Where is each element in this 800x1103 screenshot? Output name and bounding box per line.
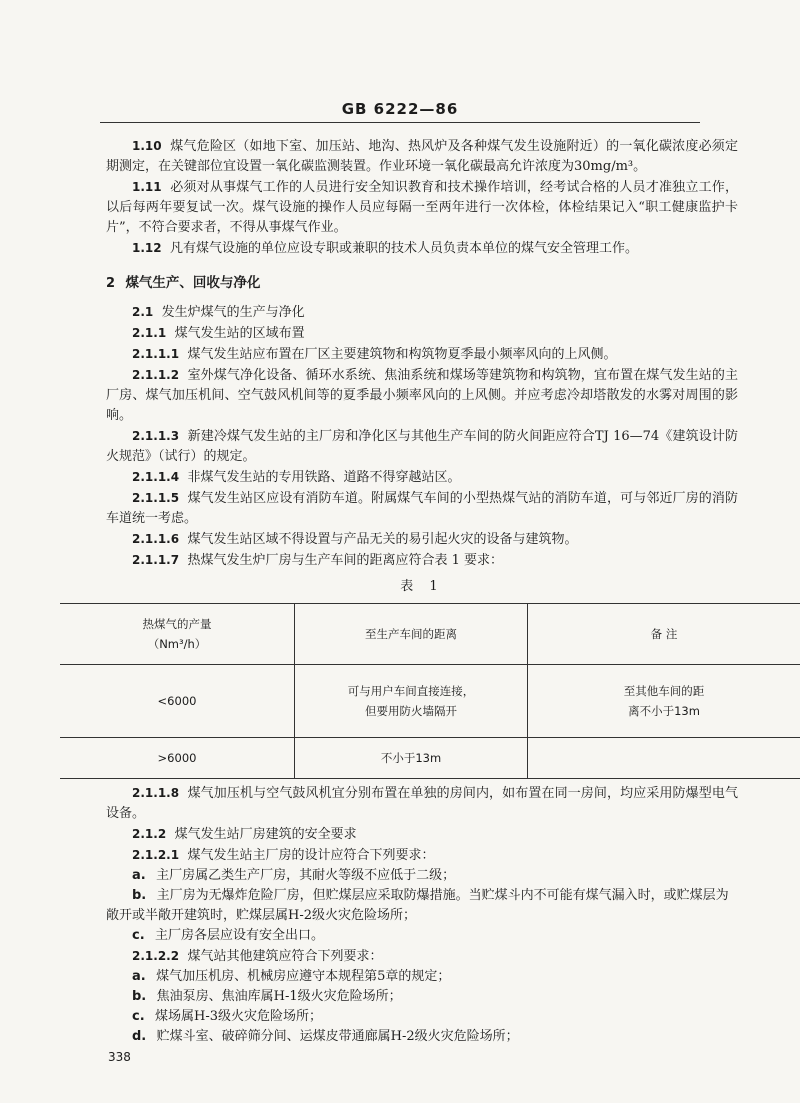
clause-2-1-1: 2.1.1 煤气发生站的区域布置: [132, 326, 305, 341]
header-rule: [100, 122, 700, 123]
clause-1-12: 1.12 凡有煤气设施的单位应设专职或兼职的技术人员负责本单位的煤气安全管理工作。: [132, 241, 639, 256]
table-cell-remarks: 至其他车间的距 离不小于13m: [528, 665, 800, 738]
clause-2-1-2-2: 2.1.2.2 煤气站其他建筑应符合下列要求：: [132, 949, 383, 964]
clause-2-1-1-2: 2.1.1.2 室外煤气净化设备、循环水系统、焦油系统和煤场等建筑物和构筑物，宜布置在煤气发生站的主厂房、煤气加压机间、空气鼓风机间等的夏季最小频率风向的上风侧。并应考虑冷却塔散发的水雾对周围的影响。: [106, 368, 738, 423]
list-item: a. 主厂房属乙类生产厂房，其耐火等级不应低于二级；: [132, 868, 456, 883]
table-cell-remarks: [528, 738, 800, 779]
list-item: c. 主厂房各层应设有安全出口。: [132, 928, 325, 943]
clause-2-1-2: 2.1.2 煤气发生站厂房建筑的安全要求: [132, 827, 357, 842]
page-number: 338: [108, 1050, 131, 1064]
list-item: c. 煤场属H-3级火灾危险场所；: [132, 1009, 323, 1024]
list-item: b. 主厂房为无爆炸危险厂房，但贮煤层应采取防爆措施。当贮煤斗内不可能有煤气漏入时，或贮煤层为敞开或半敞开建筑时，贮煤层属H-2级火灾危险场所；: [106, 888, 729, 923]
clause-1-10: 1.10 煤气危险区（如地下室、加压站、地沟、热风炉及各种煤气发生设施附近）的一氧化碳浓度必须定期测定，在关键部位宜设置一氧化碳监测装置。作业环境一氧化碳最高允许浓度为30mg/m³。: [106, 139, 738, 174]
clause-2-1-1-4: 2.1.1.4 非煤气发生站的专用铁路、道路不得穿越站区。: [132, 470, 461, 485]
table-row: [60, 738, 800, 779]
standard-header: GB 6222—86: [341, 100, 459, 118]
clause-2-1-1-3: 2.1.1.3 新建冷煤气发生站的主厂房和净化区与其他生产车间的防火间距应符合TJ 16—74《建筑设计防火规范》（试行）的规定。: [106, 429, 738, 464]
list-item: a. 煤气加压机房、机械房应遵守本规程第5章的规定；: [132, 969, 451, 984]
table-header-output: 热煤气的产量 （Nm³/h）: [60, 604, 295, 665]
clause-2-1-1-5: 2.1.1.5 煤气发生站区应设有消防车道。附属煤气车间的小型热煤气站的消防车道，可与邻近厂房的消防车道统一考虑。: [106, 491, 738, 526]
clause-2-1-1-1: 2.1.1.1 煤气发生站应布置在厂区主要建筑物和构筑物夏季最小频率风向的上风侧。: [132, 347, 617, 362]
clause-2-1-1-7: 2.1.1.7 热煤气发生炉厂房与生产车间的距离应符合表 1 要求：: [132, 553, 504, 568]
body-text: [106, 136, 738, 1047]
clause-2-1-1-8: 2.1.1.8 煤气加压机与空气鼓风机宜分别布置在单独的房间内，如布置在同一房间，均应采用防爆型电气设备。: [106, 786, 738, 821]
table-header-remarks: 备 注: [528, 604, 800, 665]
table-cell-distance: 不小于13m: [295, 738, 528, 779]
list-item: d. 贮煤斗室、破碎筛分间、运煤皮带通廊属H-2级火灾危险场所；: [132, 1029, 519, 1044]
table-1: [60, 603, 800, 779]
table-header-distance: 至生产车间的距离: [295, 604, 528, 665]
table-cell-output: >6000: [60, 738, 295, 779]
table-cell-distance: 可与用户车间直接连接， 但要用防火墙隔开: [295, 665, 528, 738]
table-1-title: 表 1: [400, 579, 444, 594]
table-cell-output: <6000: [60, 665, 295, 738]
clause-1-11: 1.11 必须对从事煤气工作的人员进行安全知识教育和技术操作培训，经考试合格的人员才准独立工作，以后每两年要复试一次。煤气设施的操作人员应每隔一至两年进行一次体检，体检结果记入“职工健康监护卡片”，不符合要求者，不得从事煤气作业。: [106, 180, 738, 235]
clause-2-1-1-6: 2.1.1.6 煤气发生站区域不得设置与产品无关的易引起火灾的设备与建筑物。: [132, 532, 578, 547]
list-item: b. 焦油泵房、焦油库属H-1级火灾危险场所；: [132, 989, 402, 1004]
clause-2-1: 2.1 发生炉煤气的生产与净化: [132, 305, 305, 320]
table-header-row: [60, 604, 800, 665]
table-row: [60, 665, 800, 738]
section-heading-2: 2 煤气生产、回收与净化: [106, 275, 261, 291]
clause-2-1-2-1: 2.1.2.1 煤气发生站主厂房的设计应符合下列要求：: [132, 848, 435, 863]
